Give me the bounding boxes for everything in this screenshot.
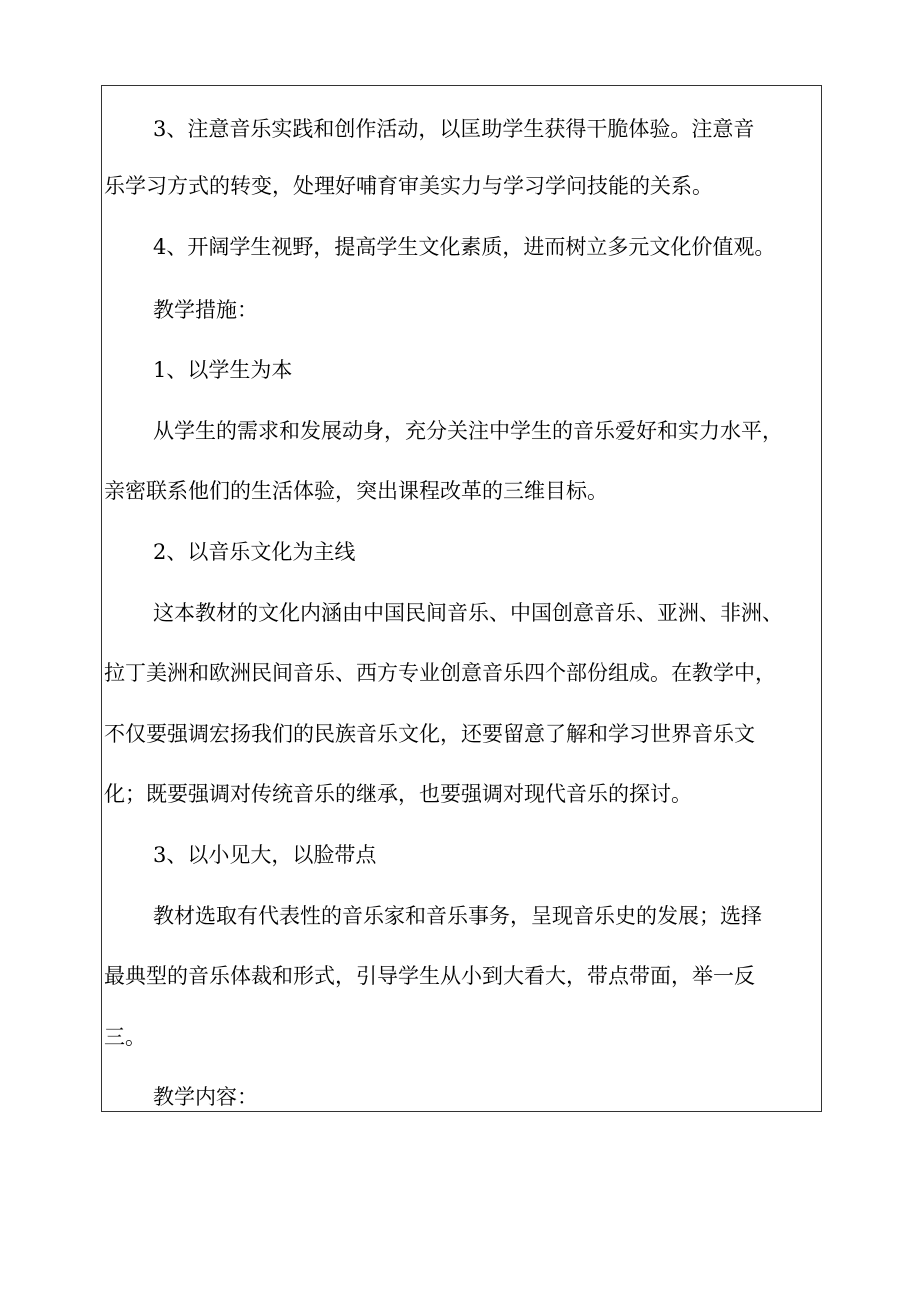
subheading: 2、以音乐文化为主线 — [153, 540, 356, 564]
paragraph-line: 3、注意音乐实践和创作活动，以匡助学生获得干脆体验。注意音 — [153, 117, 755, 141]
paragraph-line: 最典型的音乐体裁和形式，引导学生从小到大看大，带点带面，举一反 — [104, 964, 755, 988]
paragraph-line: 从学生的需求和发展动身，充分关注中学生的音乐爱好和实力水平， — [153, 419, 783, 443]
subheading: 3、以小见大，以脸带点 — [153, 843, 377, 867]
paragraph-line: 乐学习方式的转变，处理好哺育审美实力与学习学问技能的关系。 — [104, 174, 713, 198]
paragraph-line: 4、开阔学生视野，提高学生文化素质，进而树立多元文化价值观。 — [153, 235, 776, 259]
paragraph-line: 亲密联系他们的生活体验，突出课程改革的三维目标。 — [104, 479, 608, 503]
paragraph-line: 三。 — [104, 1025, 146, 1049]
paragraph-line: 教材选取有代表性的音乐家和音乐事务，呈现音乐史的发展；选择 — [153, 904, 762, 928]
paragraph-line: 不仅要强调宏扬我们的民族音乐文化，还要留意了解和学习世界音乐文 — [104, 722, 755, 746]
paragraph-line: 拉丁美洲和欧洲民间音乐、西方专业创意音乐四个部份组成。在教学中， — [104, 661, 776, 685]
paragraph-line: 化；既要强调对传统音乐的继承，也要强调对现代音乐的探讨。 — [104, 782, 692, 806]
subheading: 1、以学生为本 — [153, 358, 293, 382]
section-heading: 教学内容： — [153, 1085, 258, 1109]
section-heading: 教学措施： — [153, 298, 258, 322]
paragraph-line: 这本教材的文化内涵由中国民间音乐、中国创意音乐、亚洲、非洲、 — [153, 601, 783, 625]
